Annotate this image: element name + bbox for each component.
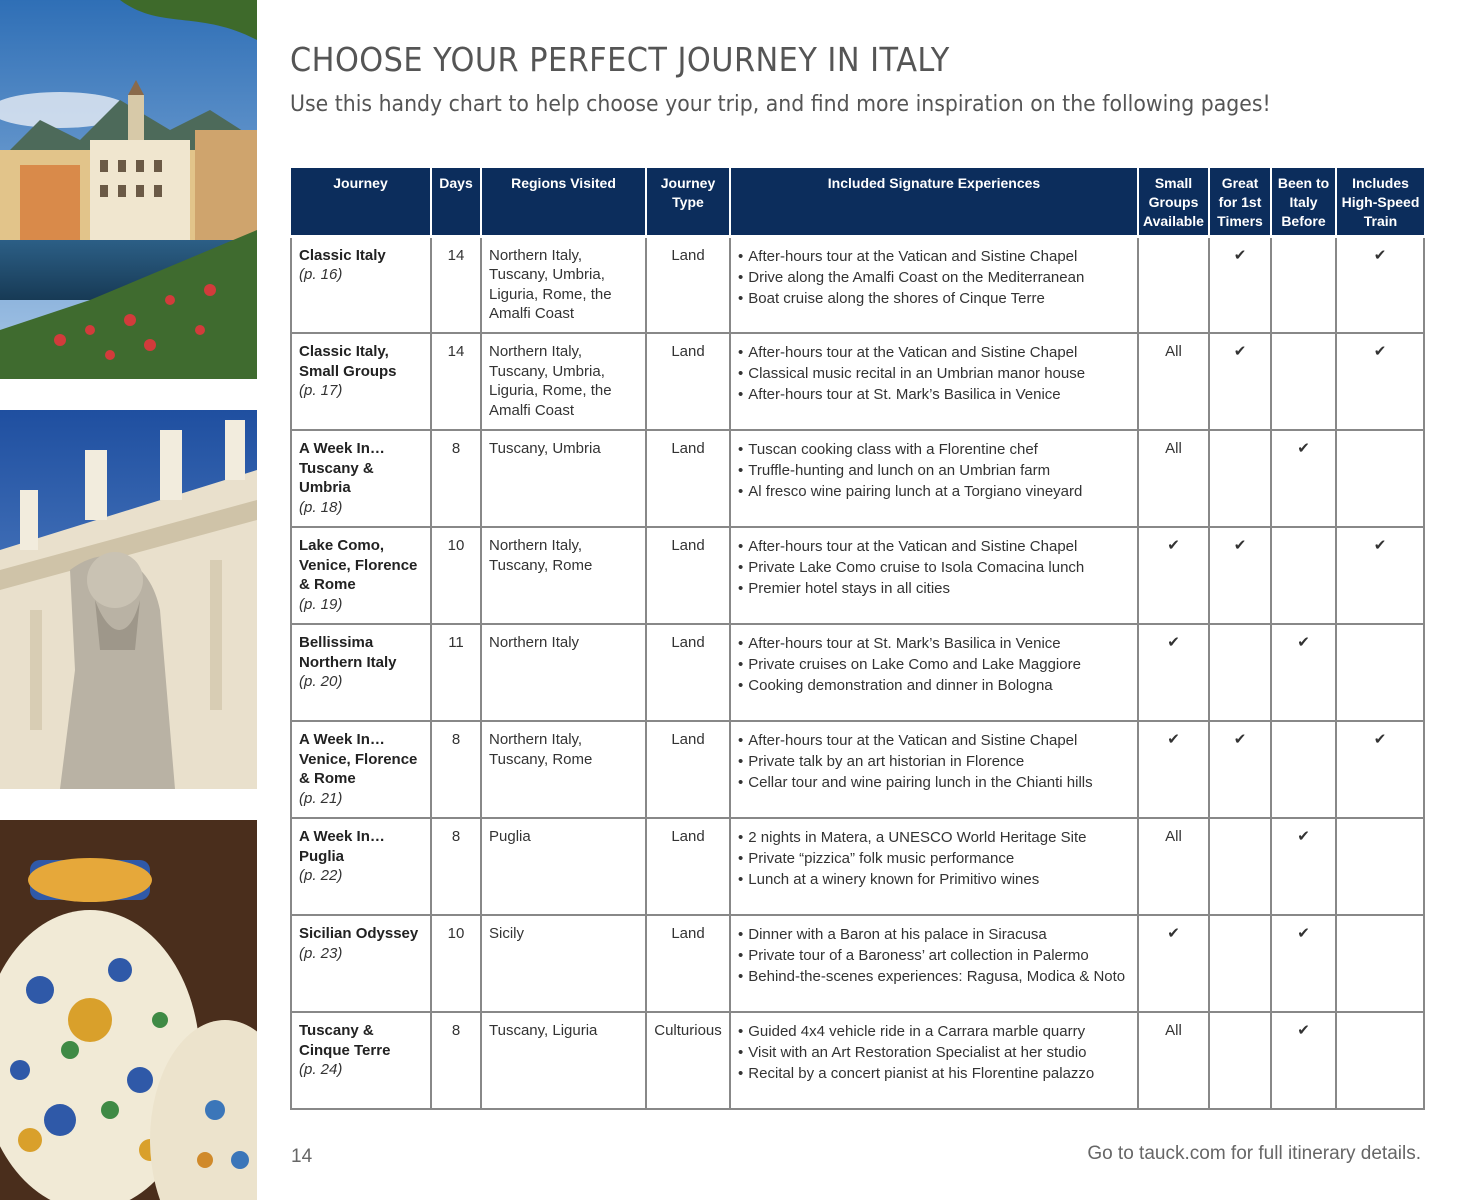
table-header [291,168,1424,236]
experience-list [738,924,1130,987]
high-speed-train-cell [1336,430,1424,527]
journey-page-ref: (p. 17) [299,382,343,399]
been-before-cell [1271,721,1336,818]
experience-item: • Lunch at a winery known for Primitivo wines [738,869,1130,890]
header-been-before: Been to Italy Before [1271,168,1336,236]
regions-cell: Sicily [481,915,646,1012]
journey-name: A Week In… Tuscany & Umbria [299,440,385,496]
header-regions: Regions Visited [481,168,646,236]
journey-comparison-table [290,168,1425,1110]
journey-cell [291,236,431,333]
experience-item: • 2 nights in Matera, a UNESCO World Heritage Site [738,827,1130,848]
experience-item: • Private tour of a Baroness’ art collection in Palermo [738,945,1130,966]
experience-list [738,730,1130,793]
footer-note: Go to tauck.com for full itinerary details. [1087,1143,1421,1164]
high-speed-train-cell [1336,915,1424,1012]
high-speed-train-cell: ✔ [1336,527,1424,624]
days-cell: 8 [431,818,481,915]
journey-type-cell: Land [646,527,730,624]
experience-list [738,536,1130,599]
journey-page-ref: (p. 18) [299,498,343,516]
first-timers-cell: ✔ [1209,721,1271,818]
experience-item: • Premier hotel stays in all cities [738,578,1130,599]
been-before-cell: ✔ [1271,430,1336,527]
page-title: CHOOSE YOUR PERFECT JOURNEY IN ITALY [290,40,950,79]
page-number: 14 [291,1146,313,1167]
regions-cell: Northern Italy, Tuscany, Rome [481,721,646,818]
first-timers-cell: ✔ [1209,527,1271,624]
experience-item: • After-hours tour at the Vatican and Sistine Chapel [738,342,1130,363]
page-subtitle: Use this handy chart to help choose your trip, and find more inspiration on the following pages! [290,92,1271,117]
first-timers-cell: ✔ [1209,236,1271,333]
regions-cell: Northern Italy, Tuscany, Umbria, Liguria, Rome, the Amalfi Coast [481,333,646,430]
table-row [291,721,1424,818]
journey-type-cell: Land [646,721,730,818]
journey-type-cell: Land [646,818,730,915]
table-row [291,333,1424,430]
experience-item: • After-hours tour at the Vatican and Sistine Chapel [738,536,1130,557]
been-before-cell: ✔ [1271,1012,1336,1109]
regions-cell: Northern Italy, Tuscany, Umbria, Liguria, Rome, the Amalfi Coast [481,236,646,333]
table-row [291,915,1424,1012]
experience-item: • Guided 4x4 vehicle ride in a Carrara marble quarry [738,1021,1130,1042]
experience-item: • Recital by a concert pianist at his Florentine palazzo [738,1063,1130,1084]
small-groups-cell: ✔ [1138,527,1209,624]
experiences-cell [730,527,1138,624]
journey-cell [291,333,431,430]
first-timers-cell [1209,1012,1271,1109]
experience-item: • Truffle-hunting and lunch on an Umbrian farm [738,460,1130,481]
journey-cell [291,527,431,624]
journey-type-cell: Land [646,333,730,430]
high-speed-train-cell [1336,1012,1424,1109]
days-cell: 8 [431,721,481,818]
been-before-cell [1271,236,1336,333]
journey-type-cell: Land [646,430,730,527]
journey-type-cell: Land [646,236,730,333]
journey-type-cell: Land [646,624,730,721]
first-timers-cell [1209,624,1271,721]
table-body [291,236,1424,1109]
header-journey-type: Journey Type [646,168,730,236]
experience-list [738,342,1130,405]
table-row [291,527,1424,624]
experience-item: • Tuscan cooking class with a Florentine chef [738,439,1130,460]
table-row [291,430,1424,527]
experience-list [738,1021,1130,1084]
journey-page-ref: (p. 24) [299,1061,343,1078]
days-cell: 8 [431,430,481,527]
been-before-cell [1271,333,1336,430]
days-cell: 10 [431,915,481,1012]
experiences-cell [730,236,1138,333]
table-row [291,1012,1424,1109]
journey-page-ref: (p. 21) [299,789,343,807]
days-cell: 11 [431,624,481,721]
first-timers-cell [1209,915,1271,1012]
small-groups-cell: ✔ [1138,721,1209,818]
journey-name: Classic Italy [299,246,386,264]
experience-item: • After-hours tour at the Vatican and Sistine Chapel [738,246,1130,267]
journey-cell [291,430,431,527]
header-journey: Journey [291,168,431,236]
header-days: Days [431,168,481,236]
experience-list [738,246,1130,309]
been-before-cell: ✔ [1271,818,1336,915]
journey-name: A Week In… Venice, Florence & Rome [299,731,418,787]
days-cell: 14 [431,236,481,333]
table-row [291,818,1424,915]
small-groups-cell: All [1138,430,1209,527]
experience-item: • After-hours tour at the Vatican and Sistine Chapel [738,730,1130,751]
journey-type-cell: Land [646,915,730,1012]
experiences-cell [730,915,1138,1012]
small-groups-cell: All [1138,1012,1209,1109]
experience-item: • After-hours tour at St. Mark’s Basilica in Venice [738,384,1130,405]
table-row [291,624,1424,721]
journey-name: Tuscany & Cinque Terre [299,1022,391,1059]
experience-item: • Cooking demonstration and dinner in Bologna [738,675,1130,696]
regions-cell: Northern Italy [481,624,646,721]
journey-name: Classic Italy, Small Groups [299,343,397,380]
experience-item: • Cellar tour and wine pairing lunch in the Chianti hills [738,772,1130,793]
experience-item: • Dinner with a Baron at his palace in Siracusa [738,924,1130,945]
been-before-cell: ✔ [1271,624,1336,721]
experience-item: • After-hours tour at St. Mark’s Basilica in Venice [738,633,1130,654]
experience-item: • Al fresco wine pairing lunch at a Torgiano vineyard [738,481,1130,502]
small-groups-cell: ✔ [1138,624,1209,721]
journey-cell [291,818,431,915]
first-timers-cell [1209,430,1271,527]
experience-item: • Private “pizzica” folk music performance [738,848,1130,869]
journey-type-cell: Culturious [646,1012,730,1109]
high-speed-train-cell: ✔ [1336,236,1424,333]
journey-name: Lake Como, Venice, Florence & Rome [299,537,418,593]
header-high-speed-train: Includes High-Speed Train [1336,168,1424,236]
ceramic-vases-photo [0,820,257,1200]
first-timers-cell [1209,818,1271,915]
journey-name: A Week In… Puglia [299,828,385,865]
lake-como-photo [0,0,257,379]
journey-name: Sicilian Odyssey [299,925,419,942]
experience-item: • Private talk by an art historian in Florence [738,751,1130,772]
experiences-cell [730,1012,1138,1109]
high-speed-train-cell: ✔ [1336,721,1424,818]
days-cell: 8 [431,1012,481,1109]
experience-list [738,439,1130,502]
journey-cell [291,1012,431,1109]
days-cell: 14 [431,333,481,430]
experience-item: • Behind-the-scenes experiences: Ragusa, Modica & Noto [738,966,1130,987]
high-speed-train-cell: ✔ [1336,333,1424,430]
experiences-cell [730,430,1138,527]
been-before-cell [1271,527,1336,624]
first-timers-cell: ✔ [1209,333,1271,430]
table-row [291,236,1424,333]
statue-photo [0,410,257,789]
days-cell: 10 [431,527,481,624]
experience-list [738,633,1130,696]
journey-page-ref: (p. 22) [299,867,343,884]
journey-page-ref: (p. 23) [299,944,343,962]
header-small-groups: Small Groups Available [1138,168,1209,236]
journey-cell [291,915,431,1012]
experience-item: • Classical music recital in an Umbrian manor house [738,363,1130,384]
small-groups-cell: All [1138,333,1209,430]
high-speed-train-cell [1336,624,1424,721]
journey-page-ref: (p. 16) [299,266,343,283]
experience-item: • Private Lake Como cruise to Isola Comacina lunch [738,557,1130,578]
header-first-timers: Great for 1st Timers [1209,168,1271,236]
small-groups-cell: ✔ [1138,915,1209,1012]
regions-cell: Puglia [481,818,646,915]
high-speed-train-cell [1336,818,1424,915]
journey-name: Bellissima Northern Italy [299,634,397,671]
journey-cell [291,624,431,721]
experience-item: • Visit with an Art Restoration Specialist at her studio [738,1042,1130,1063]
experiences-cell [730,333,1138,430]
regions-cell: Northern Italy, Tuscany, Rome [481,527,646,624]
experiences-cell [730,721,1138,818]
regions-cell: Tuscany, Umbria [481,430,646,527]
experiences-cell [730,818,1138,915]
journey-page-ref: (p. 19) [299,595,343,613]
experience-item: • Boat cruise along the shores of Cinque Terre [738,288,1130,309]
been-before-cell: ✔ [1271,915,1336,1012]
regions-cell: Tuscany, Liguria [481,1012,646,1109]
experience-list [738,827,1130,890]
small-groups-cell [1138,236,1209,333]
experiences-cell [730,624,1138,721]
journey-cell [291,721,431,818]
small-groups-cell: All [1138,818,1209,915]
journey-page-ref: (p. 20) [299,673,343,690]
experience-item: • Drive along the Amalfi Coast on the Mediterranean [738,267,1130,288]
header-experiences: Included Signature Experiences [730,168,1138,236]
experience-item: • Private cruises on Lake Como and Lake Maggiore [738,654,1130,675]
